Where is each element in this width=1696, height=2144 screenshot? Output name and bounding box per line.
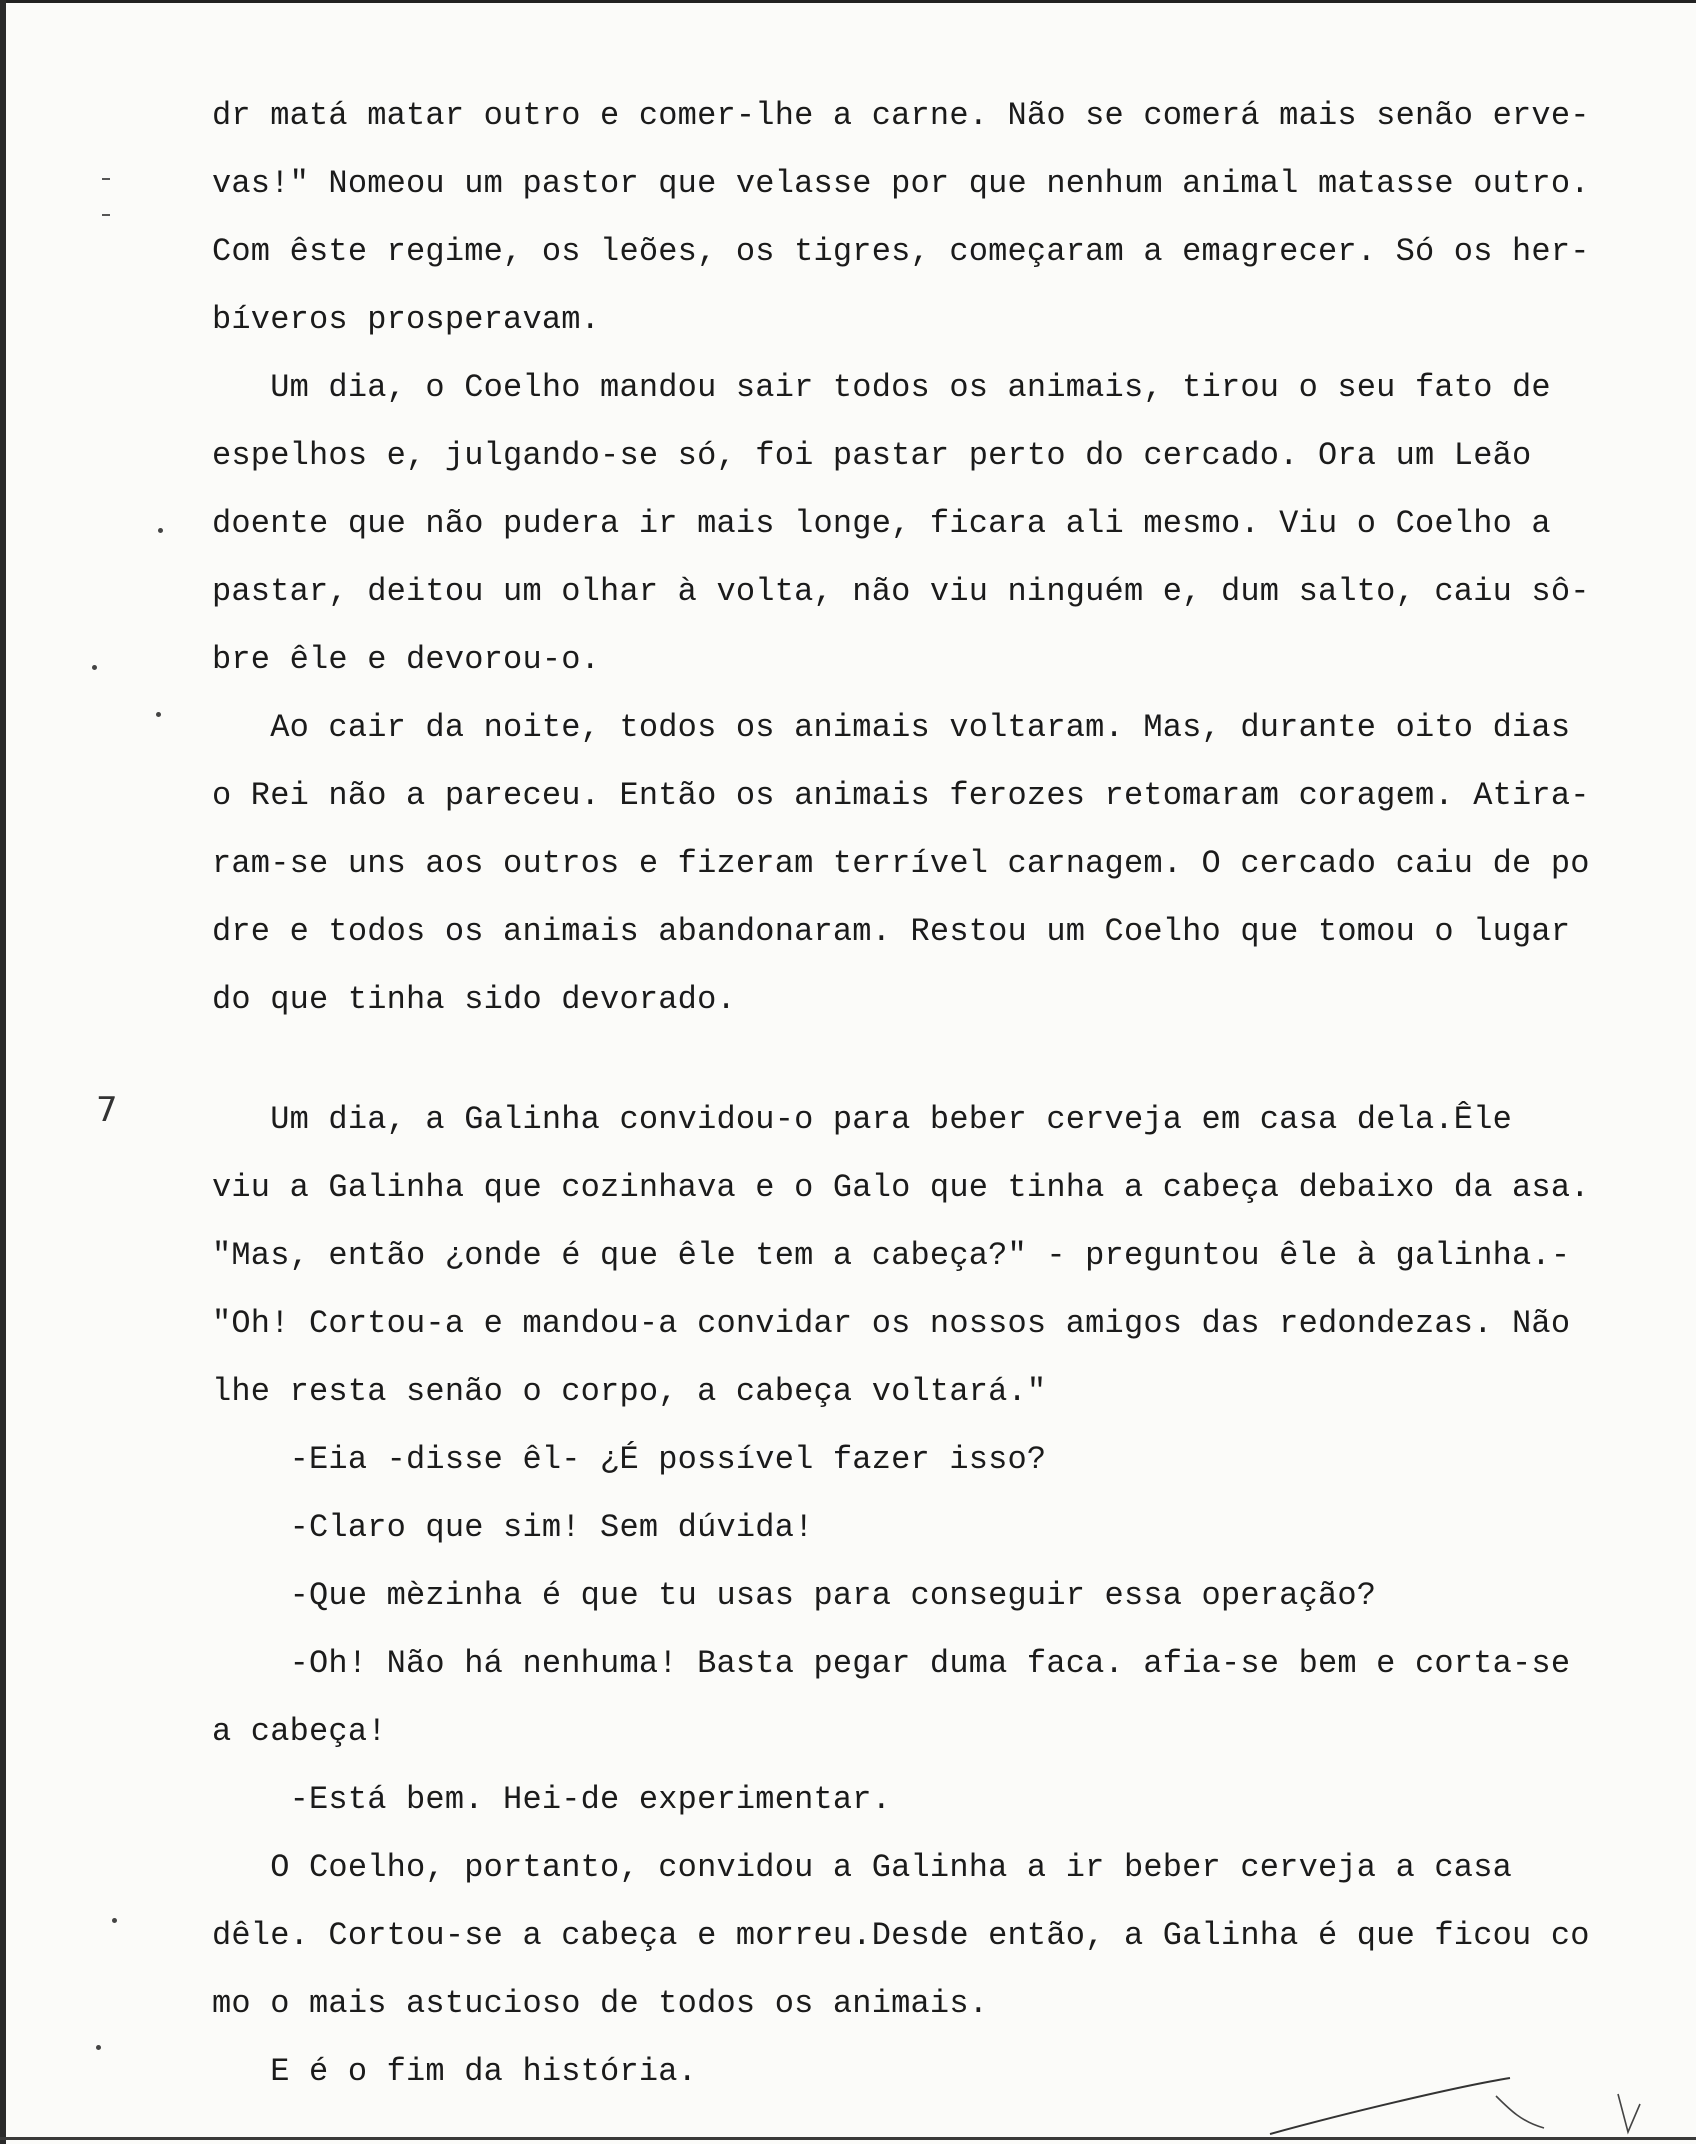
text-line: E é o fim da história. [212, 2053, 698, 2090]
text-line: -Claro que sim! Sem dúvida! [212, 1509, 814, 1546]
text-line: -Eia -disse êl- ¿É possível fazer isso? [212, 1441, 1047, 1478]
text-line: doente que não pudera ir mais longe, ficara ali mesmo. Viu o Coelho a [212, 505, 1551, 542]
text-line: viu a Galinha que cozinhava e o Galo que tinha a cabeça debaixo da asa. [212, 1169, 1590, 1206]
text-line: dr matá matar outro e comer-lhe a carne. Não se comerá mais senão erve- [212, 97, 1590, 134]
text-line: bíveros prosperavam. [212, 301, 601, 338]
text-line: "Oh! Cortou-a e mandou-a convidar os nossos amigos das redondezas. Não [212, 1305, 1571, 1342]
text-line: Um dia, a Galinha convidou-o para beber cerveja em casa dela.Êle [212, 1101, 1513, 1138]
pen-stroke [1230, 2040, 1680, 2140]
text-line: bre êle e devorou-o. [212, 641, 601, 678]
text-line: Ao cair da noite, todos os animais voltaram. Mas, durante oito dias [212, 709, 1571, 746]
text-line: Com êste regime, os leões, os tigres, começaram a emagrecer. Só os her- [212, 233, 1590, 270]
margin-speck [156, 712, 161, 717]
page-left-edge [0, 0, 12, 2144]
text-line: -Oh! Não há nenhuma! Basta pegar duma faca. afia-se bem e corta-se [212, 1645, 1571, 1682]
text-line: lhe resta senão o corpo, a cabeça voltará." [212, 1373, 1047, 1410]
text-line: O Coelho, portanto, convidou a Galinha a ir beber cerveja a casa [212, 1849, 1513, 1886]
margin-mark: 7 [96, 1090, 118, 1130]
margin-speck [92, 665, 97, 670]
text-line: dêle. Cortou-se a cabeça e morreu.Desde então, a Galinha é que ficou co [212, 1917, 1590, 1954]
text-line: ram-se uns aos outros e fizeram terrível carnagem. O cercado caiu de po [212, 845, 1590, 882]
margin-speck [102, 214, 110, 216]
text-line: vas!" Nomeou um pastor que velasse por que nenhum animal matasse outro. [212, 165, 1590, 202]
text-line: -Que mèzinha é que tu usas para conseguir essa operação? [212, 1577, 1377, 1614]
margin-speck [102, 178, 110, 180]
margin-speck [112, 1918, 117, 1923]
text-line: "Mas, então ¿onde é que êle tem a cabeça?" - preguntou êle à galinha.- [212, 1237, 1571, 1274]
text-line: espelhos e, julgando-se só, foi pastar perto do cercado. Ora um Leão [212, 437, 1532, 474]
text-line: dre e todos os animais abandonaram. Restou um Coelho que tomou o lugar [212, 913, 1571, 950]
text-line: a cabeça! [212, 1713, 387, 1750]
text-line: -Está bem. Hei-de experimentar. [212, 1781, 892, 1818]
text-line: pastar, deitou um olhar à volta, não viu ninguém e, dum salto, caiu sô- [212, 573, 1590, 610]
text-line: do que tinha sido devorado. [212, 981, 736, 1018]
margin-speck [158, 528, 163, 533]
text-line: Um dia, o Coelho mandou sair todos os animais, tirou o seu fato de [212, 369, 1551, 406]
page-top-edge [0, 0, 1696, 8]
margin-speck [96, 2045, 101, 2050]
text-line: mo o mais astucioso de todos os animais. [212, 1985, 989, 2022]
text-line: o Rei não a pareceu. Então os animais ferozes retomaram coragem. Atira- [212, 777, 1590, 814]
